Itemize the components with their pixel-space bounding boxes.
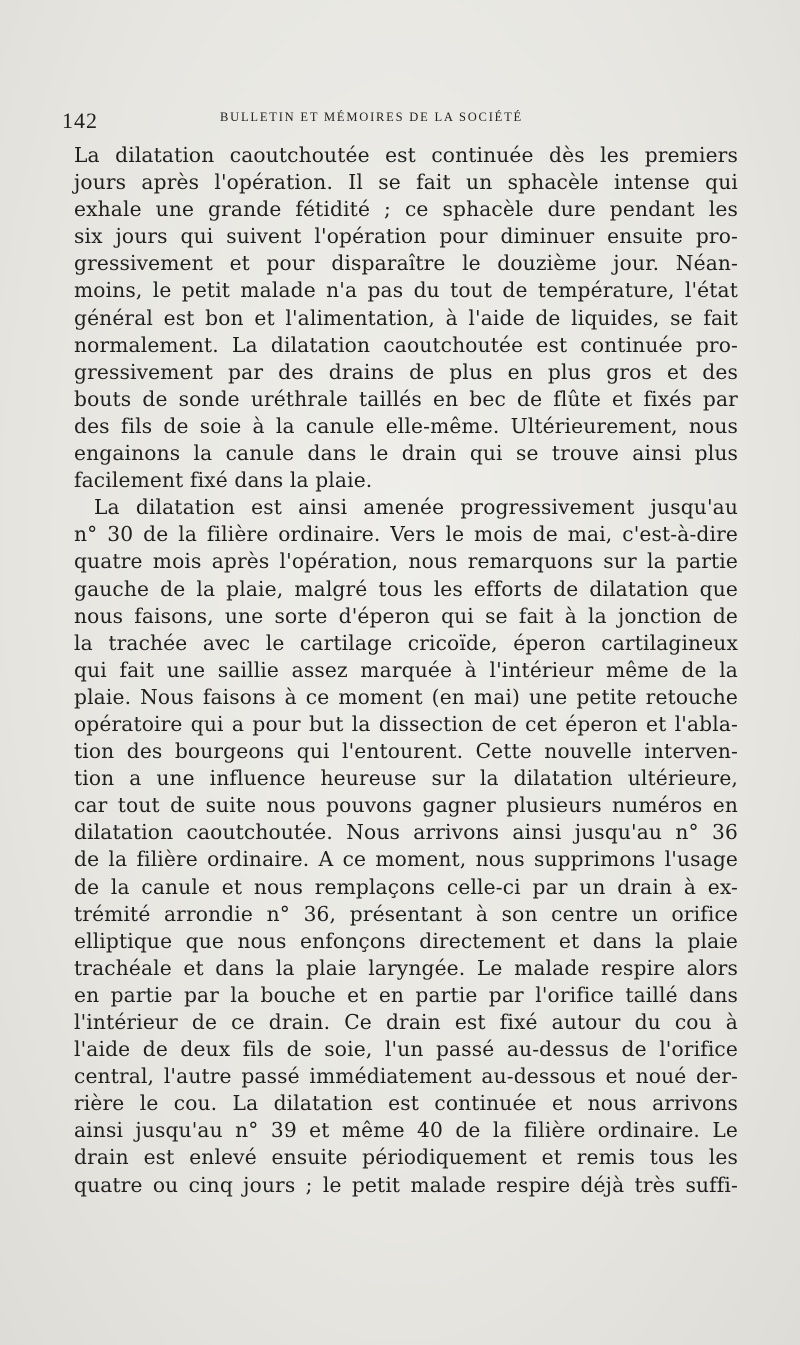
text-line: car tout de suite nous pouvons gagner plusieurs numéros en: [74, 793, 738, 818]
text-line: quatre ou cinq jours ; le petit malade respire déjà très suffi-: [74, 1172, 738, 1197]
text-line: La dilatation est ainsi amenée progressivement jusqu'au: [94, 495, 738, 520]
text-line: engainons la canule dans le drain qui se trouve ainsi plus: [74, 441, 738, 466]
text-line: La dilatation caoutchoutée est continuée dès les premiers: [74, 143, 738, 167]
text-line: gressivement et pour disparaître le douzième jour. Néan-: [74, 251, 738, 276]
text-line: gressivement par des drains de plus en plus gros et des: [74, 359, 738, 384]
text-line: général est bon et l'alimentation, à l'aide de liquides, se fait: [74, 305, 738, 330]
text-line: n° 30 de la filière ordinaire. Vers le mois de mai, c'est-à-dire: [74, 522, 738, 547]
text-line: jours après l'opération. Il se fait un sphacèle intense qui: [74, 170, 738, 195]
text-line: normalement. La dilatation caoutchoutée est continuée pro-: [74, 332, 738, 357]
text-line: nous faisons, une sorte d'éperon qui se fait à la jonction de: [74, 603, 738, 628]
text-line: qui fait une saillie assez marquée à l'intérieur même de la: [74, 657, 738, 682]
text-line: central, l'autre passé immédiatement au-dessous et noué der-: [74, 1064, 738, 1089]
text-line: bouts de sonde uréthrale taillés en bec de flûte et fixés par: [74, 386, 738, 411]
text-line: gauche de la plaie, malgré tous les efforts de dilatation que: [74, 576, 738, 601]
text-line: de la filière ordinaire. A ce moment, nous supprimons l'usage: [74, 847, 738, 872]
text-line: drain est enlevé ensuite périodiquement et remis tous les: [74, 1145, 738, 1170]
text-line: tion a une influence heureuse sur la dilatation ultérieure,: [74, 766, 738, 791]
text-line: dilatation caoutchoutée. Nous arrivons ainsi jusqu'au n° 36: [74, 820, 738, 845]
page-number: 142: [62, 108, 98, 133]
paragraph: [74, 142, 738, 494]
text-line: elliptique que nous enfonçons directement et dans la plaie: [74, 928, 738, 953]
text-line: quatre mois après l'opération, nous remarquons sur la partie: [74, 549, 738, 574]
running-title: BULLETIN ET MÉMOIRES DE LA SOCIÉTÉ: [220, 110, 523, 124]
text-line: de la canule et nous remplaçons celle-ci par un drain à ex-: [74, 874, 738, 899]
text-line: exhale une grande fétidité ; ce sphacèle dure pendant les: [74, 197, 738, 222]
body-text: [74, 142, 738, 1199]
text-line: l'aide de deux fils de soie, l'un passé au-dessus de l'orifice: [74, 1037, 738, 1062]
text-line: rière le cou. La dilatation est continuée et nous arrivons: [74, 1091, 738, 1116]
text-line: tion des bourgeons qui l'entourent. Cette nouvelle interven-: [74, 739, 738, 764]
text-line: en partie par la bouche et en partie par l'orifice taillé dans: [74, 982, 738, 1007]
page-header: [62, 104, 742, 134]
text-line: moins, le petit malade n'a pas du tout de température, l'état: [74, 278, 738, 303]
text-line: facilement fixé dans la plaie.: [74, 468, 373, 493]
text-line: plaie. Nous faisons à ce moment (en mai) une petite retouche: [74, 684, 738, 709]
text-line: six jours qui suivent l'opération pour diminuer ensuite pro-: [74, 224, 738, 249]
text-line: opératoire qui a pour but la dissection de cet éperon et l'abla-: [74, 711, 738, 736]
text-line: ainsi jusqu'au n° 39 et même 40 de la filière ordinaire. Le: [74, 1118, 738, 1143]
paragraph: [74, 494, 738, 1198]
text-line: trachéale et dans la plaie laryngée. Le malade respire alors: [74, 955, 738, 980]
text-line: l'intérieur de ce drain. Ce drain est fixé autour du cou à: [74, 1010, 738, 1034]
text-line: la trachée avec le cartilage cricoïde, éperon cartilagineux: [74, 630, 738, 655]
text-line: des fils de soie à la canule elle-même. Ultérieurement, nous: [74, 413, 738, 438]
text-line: trémité arrondie n° 36, présentant à son centre un orifice: [74, 901, 738, 926]
